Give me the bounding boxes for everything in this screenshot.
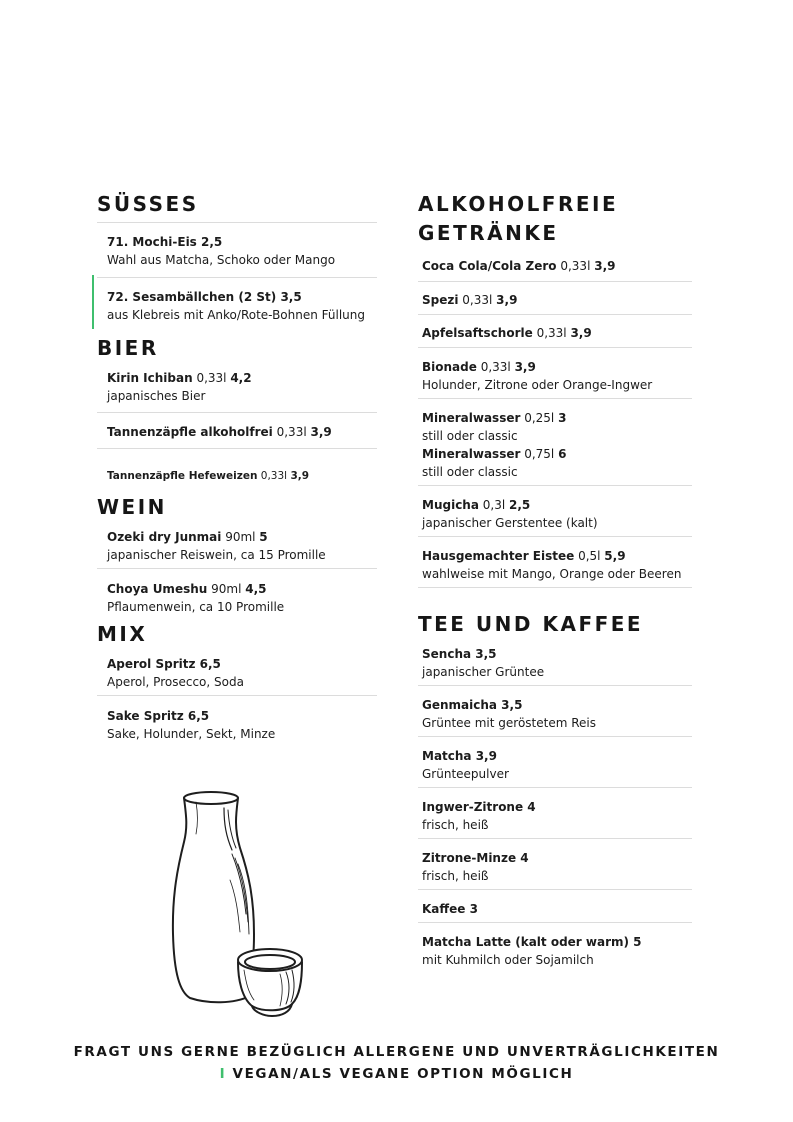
item-size: 0,33l bbox=[476, 360, 515, 374]
item-name: Choya Umeshu bbox=[107, 582, 208, 596]
item-description: japanischer Gerstentee (kalt) bbox=[422, 516, 598, 530]
menu-item bbox=[418, 348, 692, 399]
item-size: 0,5l bbox=[574, 549, 605, 563]
item-name: Spezi bbox=[422, 293, 459, 307]
left-column bbox=[97, 190, 377, 743]
item-price: 4,2 bbox=[230, 371, 252, 385]
item-name: Genmaicha 3,5 bbox=[422, 698, 523, 712]
item-size: 90ml bbox=[207, 582, 246, 596]
item-description: japanischer Reiswein, ca 15 Promille bbox=[107, 548, 326, 562]
menu-item bbox=[97, 413, 377, 449]
menu-item bbox=[418, 248, 692, 282]
item-size: 0,33l bbox=[532, 326, 571, 340]
menu-item bbox=[418, 399, 692, 486]
section-bier bbox=[97, 334, 377, 485]
menu-item bbox=[97, 223, 377, 278]
section-title: WEIN bbox=[97, 495, 167, 519]
item-description: Grüntee mit geröstetem Reis bbox=[422, 716, 596, 730]
section-mix bbox=[97, 620, 377, 743]
menu-item bbox=[418, 737, 692, 788]
menu-item bbox=[97, 363, 377, 413]
item-size: 0,75l bbox=[520, 447, 559, 461]
item-description: Holunder, Zitrone oder Orange-Ingwer bbox=[422, 378, 653, 392]
footer-allergy-note: FRAGT UNS GERNE BEZÜGLICH ALLERGENE UND UNVERTRÄGLICHKEITEN bbox=[73, 1044, 720, 1060]
item-size: 0,33l bbox=[257, 470, 291, 482]
section-title: ALKOHOLFREIE GETRÄNKE bbox=[418, 192, 619, 245]
section-tee-und-kaffee bbox=[418, 610, 692, 969]
item-price: 6 bbox=[558, 447, 567, 461]
section-suesses bbox=[97, 190, 377, 324]
item-price: 5,9 bbox=[604, 549, 626, 563]
item-price: 3,9 bbox=[290, 470, 310, 482]
item-name: Mineralwasser bbox=[422, 411, 521, 425]
menu-item bbox=[97, 696, 377, 743]
item-description: Wahl aus Matcha, Schoko oder Mango bbox=[107, 253, 336, 267]
menu-item bbox=[97, 649, 377, 696]
item-price: 4,5 bbox=[245, 582, 267, 596]
right-column bbox=[418, 190, 692, 969]
item-price: 3,9 bbox=[310, 425, 332, 439]
menu-item bbox=[418, 537, 692, 588]
item-description: japanischer Grüntee bbox=[422, 665, 545, 679]
item-name: 72. Sesambällchen (2 St) 3,5 bbox=[107, 290, 302, 304]
item-price: 3,9 bbox=[594, 259, 616, 273]
item-size: 0,33l bbox=[272, 425, 311, 439]
item-name: Sencha 3,5 bbox=[422, 647, 497, 661]
item-name: Matcha 3,9 bbox=[422, 749, 497, 763]
menu-item bbox=[97, 278, 377, 324]
item-description: Grünteepulver bbox=[422, 767, 509, 781]
item-name: Tannenzäpfle Hefeweizen bbox=[107, 470, 258, 482]
item-size: 0,33l bbox=[458, 293, 497, 307]
vegan-marker bbox=[92, 275, 94, 329]
item-description: still oder classic bbox=[422, 465, 518, 479]
item-description: wahlweise mit Mango, Orange oder Beeren bbox=[422, 567, 682, 581]
item-description: japanisches Bier bbox=[107, 389, 206, 403]
item-size: 0,25l bbox=[520, 411, 559, 425]
menu-item bbox=[418, 282, 692, 315]
section-title: MIX bbox=[97, 622, 148, 646]
item-name: Sake Spritz 6,5 bbox=[107, 709, 210, 723]
item-price: 3,9 bbox=[570, 326, 592, 340]
item-size: 90ml bbox=[221, 530, 260, 544]
section-alkoholfreie-getraenke bbox=[418, 190, 692, 588]
item-price: 3 bbox=[558, 411, 567, 425]
item-name: Kirin Ichiban bbox=[107, 371, 193, 385]
item-name: Apfelsaftschorle bbox=[422, 326, 533, 340]
item-description: frisch, heiß bbox=[422, 818, 489, 832]
item-price: 5 bbox=[259, 530, 268, 544]
item-price: 3,9 bbox=[514, 360, 536, 374]
menu-item bbox=[97, 449, 377, 485]
item-description: still oder classic bbox=[422, 429, 518, 443]
menu-item bbox=[418, 890, 692, 923]
item-description: Pflaumenwein, ca 10 Promille bbox=[107, 600, 285, 614]
item-name: Hausgemachter Eistee bbox=[422, 549, 575, 563]
item-name: 71. Mochi-Eis 2,5 bbox=[107, 235, 223, 249]
menu-item bbox=[418, 923, 692, 969]
section-title: TEE UND KAFFEE bbox=[418, 612, 644, 636]
menu-item bbox=[97, 569, 377, 616]
item-name: Bionade bbox=[422, 360, 477, 374]
section-wein bbox=[97, 493, 377, 616]
section-title: BIER bbox=[97, 336, 159, 360]
item-price: 3,9 bbox=[496, 293, 518, 307]
menu-item bbox=[418, 486, 692, 537]
item-name: Ingwer-Zitrone 4 bbox=[422, 800, 536, 814]
vegan-marker: I bbox=[219, 1066, 227, 1082]
footer-vegan-note bbox=[0, 1063, 793, 1085]
menu-item bbox=[418, 639, 692, 686]
allergy-footer bbox=[0, 1041, 793, 1085]
item-name: Mugicha bbox=[422, 498, 479, 512]
menu-item bbox=[418, 839, 692, 890]
item-name: Mineralwasser bbox=[422, 447, 521, 461]
menu-item bbox=[418, 686, 692, 737]
item-name: Coca Cola/Cola Zero bbox=[422, 259, 557, 273]
menu-item bbox=[418, 788, 692, 839]
menu-item bbox=[418, 315, 692, 348]
item-description: Sake, Holunder, Sekt, Minze bbox=[107, 727, 276, 741]
item-name: Matcha Latte (kalt oder warm) 5 bbox=[422, 935, 642, 949]
item-description: mit Kuhmilch oder Sojamilch bbox=[422, 953, 594, 967]
item-description: Aperol, Prosecco, Soda bbox=[107, 675, 244, 689]
item-description: frisch, heiß bbox=[422, 869, 489, 883]
item-name: Aperol Spritz 6,5 bbox=[107, 657, 221, 671]
item-size: 0,33l bbox=[556, 259, 595, 273]
item-description: aus Klebreis mit Anko/Rote-Bohnen Füllung bbox=[107, 308, 366, 322]
item-name: Zitrone-Minze 4 bbox=[422, 851, 529, 865]
item-name: Ozeki dry Junmai bbox=[107, 530, 222, 544]
item-name: Tannenzäpfle alkoholfrei bbox=[107, 425, 273, 439]
footer-vegan-text: VEGAN/ALS VEGANE OPTION MÖGLICH bbox=[226, 1066, 574, 1082]
item-price: 2,5 bbox=[509, 498, 531, 512]
item-size: 0,33l bbox=[192, 371, 231, 385]
item-size: 0,3l bbox=[478, 498, 509, 512]
item-name: Kaffee 3 bbox=[422, 902, 478, 916]
sake-bottle-illustration bbox=[168, 784, 318, 1020]
menu-item bbox=[97, 522, 377, 569]
section-title: SÜSSES bbox=[97, 192, 199, 216]
